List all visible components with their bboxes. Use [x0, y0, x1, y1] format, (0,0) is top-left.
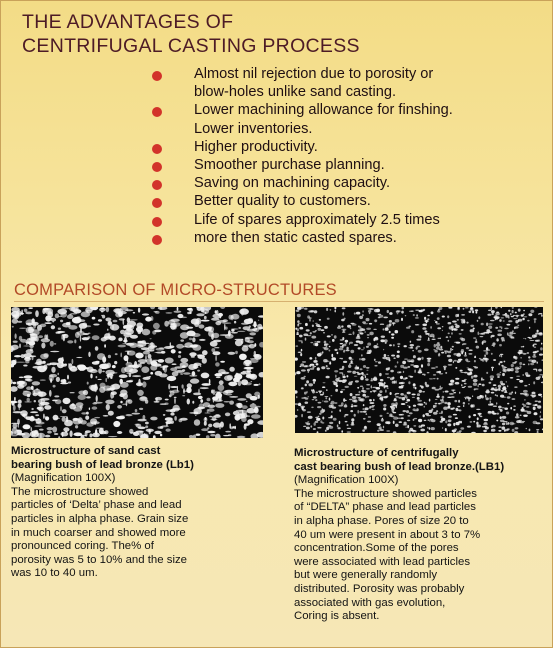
caption-line: The microstructure showed	[11, 485, 149, 498]
advantage-item: more then static casted spares.	[150, 229, 453, 247]
caption-line: pronounced coring. The% of	[11, 540, 154, 553]
comparison-heading: COMPARISON OF MICRO-STRUCTURES	[14, 281, 337, 299]
caption-magnification: (Magnification 100X)	[11, 472, 116, 485]
advantage-item: Lower machining allowance for finshing.	[150, 101, 453, 119]
caption-line: were associated with lead particles	[294, 555, 471, 568]
sand-cast-caption	[11, 445, 286, 581]
caption-line: particles of ‘Delta’ phase and lead	[11, 499, 182, 512]
bullet-dot-icon	[152, 162, 162, 172]
caption-magnification: (Magnification 100X)	[294, 474, 399, 487]
sand-cast-micrograph	[11, 307, 263, 438]
bullet-dot-icon	[152, 107, 162, 117]
caption-line: associated with gas evolution,	[294, 596, 446, 609]
bullet-dot-icon	[152, 144, 162, 154]
bullet-dot-icon	[152, 235, 162, 245]
caption-line: 40 um were present in about 3 to 7%	[294, 528, 481, 541]
advantage-item: Life of spares approximately 2.5 times	[150, 211, 453, 229]
page-title	[22, 10, 360, 58]
caption-line: in much coarser and showed more	[11, 526, 186, 539]
caption-title: cast bearing bush of lead bronze.(LB1)	[294, 460, 505, 473]
caption-title: bearing bush of lead bronze (Lb1)	[11, 458, 194, 471]
title-line-2: CENTRIFUGAL CASTING PROCESS	[22, 35, 360, 57]
advantage-item: Better quality to customers.	[150, 192, 453, 210]
caption-line: Coring is absent.	[294, 610, 380, 623]
advantages-list	[150, 65, 453, 247]
caption-line: particles in alpha phase. Grain size	[11, 512, 189, 525]
bullet-dot-icon	[152, 180, 162, 190]
advantage-item: Higher productivity.	[150, 138, 453, 156]
caption-line: The microstructure showed particles	[294, 487, 477, 500]
caption-line: distributed. Porosity was probably	[294, 582, 465, 595]
advantage-item: Smoother purchase planning.	[150, 156, 453, 174]
bullet-dot-icon	[152, 71, 162, 81]
caption-line: porosity was 5 to 10% and the size	[11, 553, 188, 566]
title-line-1: THE ADVANTAGES OF	[22, 11, 234, 33]
caption-line: concentration.Some of the pores	[294, 542, 459, 555]
caption-line: of “DELTA” phase and lead particles	[294, 501, 476, 514]
centrifugal-cast-caption	[294, 447, 552, 624]
advantage-item: blow-holes unlike sand casting.	[194, 84, 396, 101]
bullet-dot-icon	[152, 198, 162, 208]
advantage-item: Saving on machining capacity.	[150, 174, 453, 192]
advantage-item: Almost nil rejection due to porosity or	[150, 65, 453, 83]
caption-line: but were generally randomly	[294, 569, 438, 582]
centrifugal-cast-micrograph	[295, 307, 543, 433]
advantage-item: Lower inventories.	[194, 120, 313, 137]
caption-title: Microstructure of sand cast	[11, 445, 161, 457]
caption-line: was 10 to 40 um.	[11, 567, 98, 580]
section-divider	[14, 301, 544, 302]
bullet-dot-icon	[152, 217, 162, 227]
caption-title: Microstructure of centrifugally	[294, 447, 459, 459]
caption-line: in alpha phase. Pores of size 20 to	[294, 514, 469, 527]
